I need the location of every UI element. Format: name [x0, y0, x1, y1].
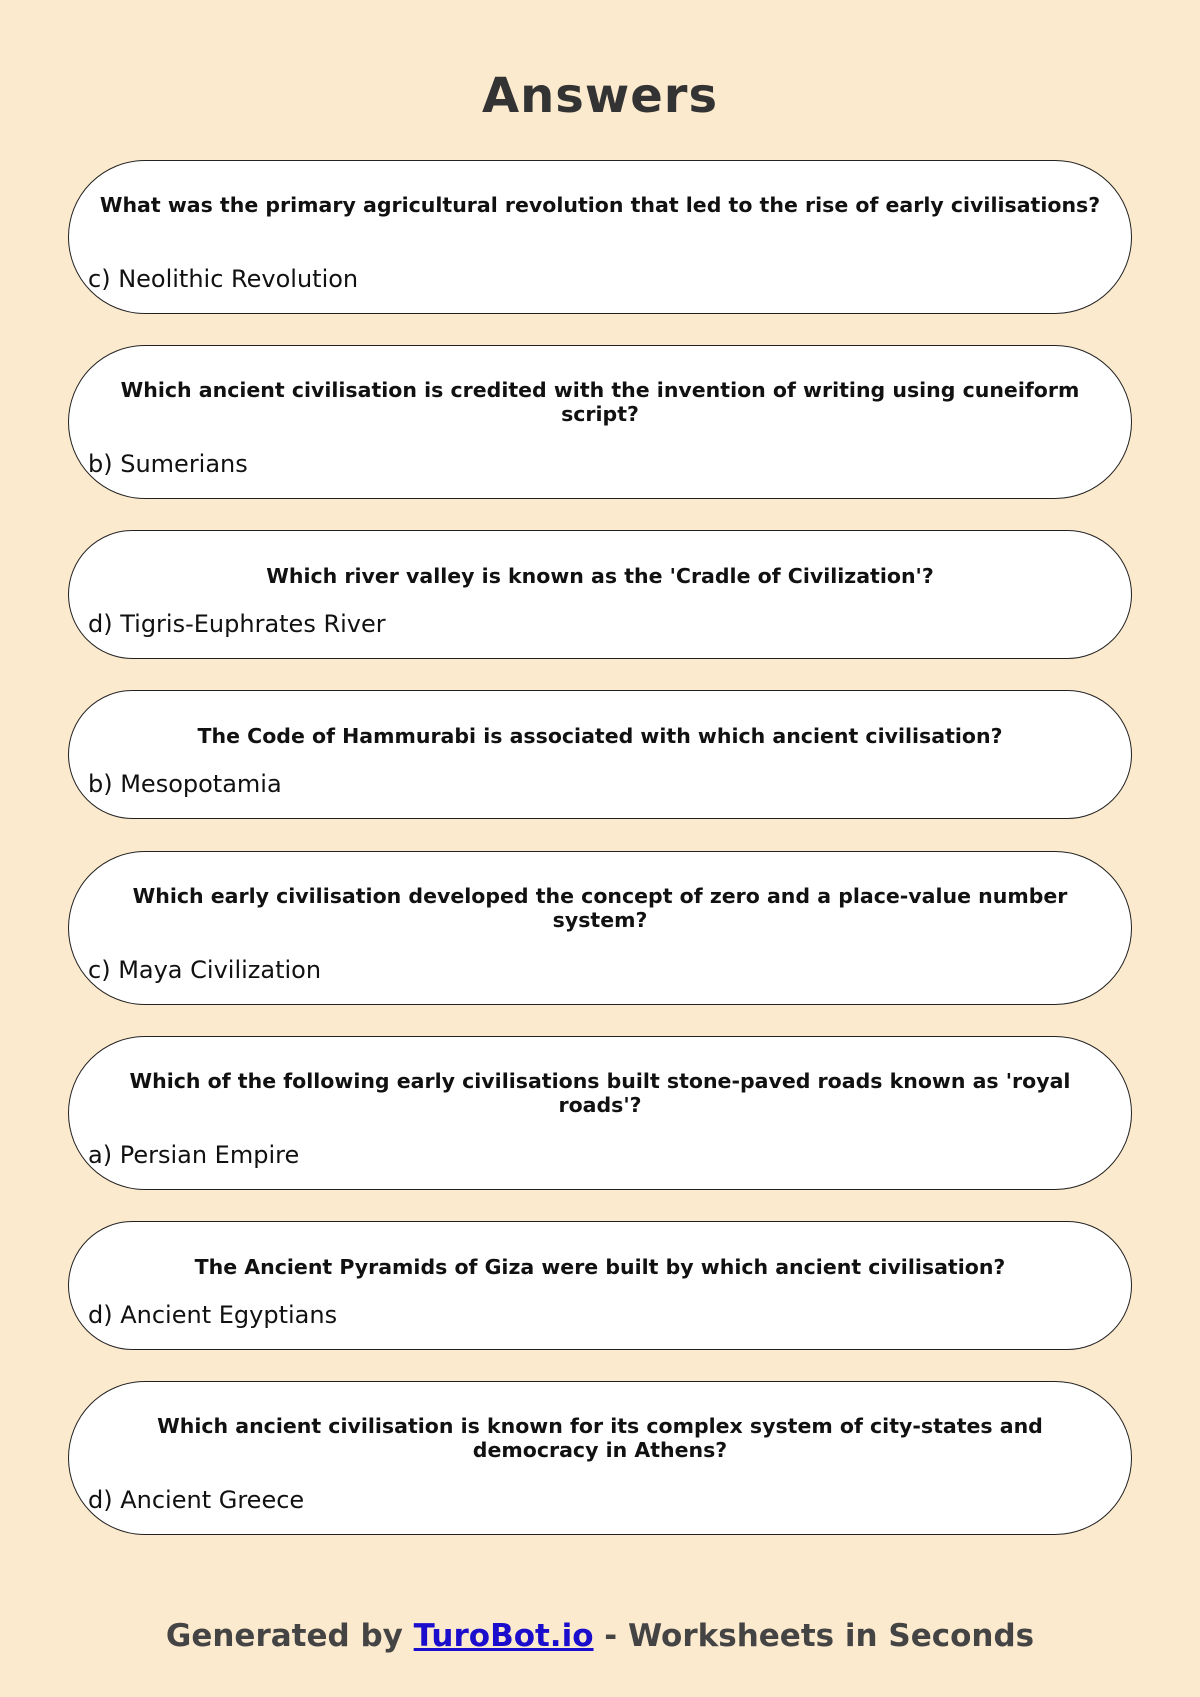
- answer-card: [68, 345, 1132, 499]
- turobot-link[interactable]: TuroBot.io: [413, 1618, 594, 1654]
- answer-text: c) Maya Civilization: [88, 956, 322, 984]
- answer-card: [68, 1381, 1132, 1535]
- answer-text: c) Neolithic Revolution: [88, 265, 359, 293]
- question-text: Which ancient civilisation is known for its complex system of city-states and democracy in Athens?: [157, 1414, 1043, 1462]
- question-text: What was the primary agricultural revolution that led to the rise of early civilisations?: [99, 193, 1101, 217]
- footer-prefix: Generated by: [165, 1618, 414, 1654]
- question-text: Which early civilisation developed the concept of zero and a place-value number system?: [132, 884, 1068, 932]
- answer-text: d) Ancient Egyptians: [88, 1301, 338, 1329]
- answer-card: [68, 1036, 1132, 1190]
- answer-text: a) Persian Empire: [88, 1141, 300, 1169]
- question-text: The Code of Hammurabi is associated with which ancient civilisation?: [197, 724, 1003, 748]
- question-text: Which of the following early civilisations built stone-paved roads known as 'royal roads'?: [129, 1069, 1071, 1117]
- answer-card: [68, 851, 1132, 1005]
- answer-card: [68, 160, 1132, 314]
- answer-text: b) Mesopotamia: [88, 770, 282, 798]
- answer-text: d) Ancient Greece: [88, 1486, 305, 1514]
- answer-text: b) Sumerians: [88, 450, 248, 478]
- answer-card: [68, 1221, 1132, 1350]
- page-title: Answers: [481, 68, 719, 124]
- answer-card: [68, 530, 1132, 659]
- question-text: Which ancient civilisation is credited with the invention of writing using cuneiform script?: [120, 378, 1080, 426]
- question-text: The Ancient Pyramids of Giza were built by which ancient civilisation?: [194, 1255, 1006, 1279]
- answer-card: [68, 690, 1132, 819]
- question-text: Which river valley is known as the 'Cradle of Civilization'?: [266, 564, 934, 588]
- answer-text: d) Tigris-Euphrates River: [88, 610, 386, 638]
- footer-suffix: - Worksheets in Seconds: [593, 1618, 1035, 1654]
- footer: [0, 1618, 1200, 1654]
